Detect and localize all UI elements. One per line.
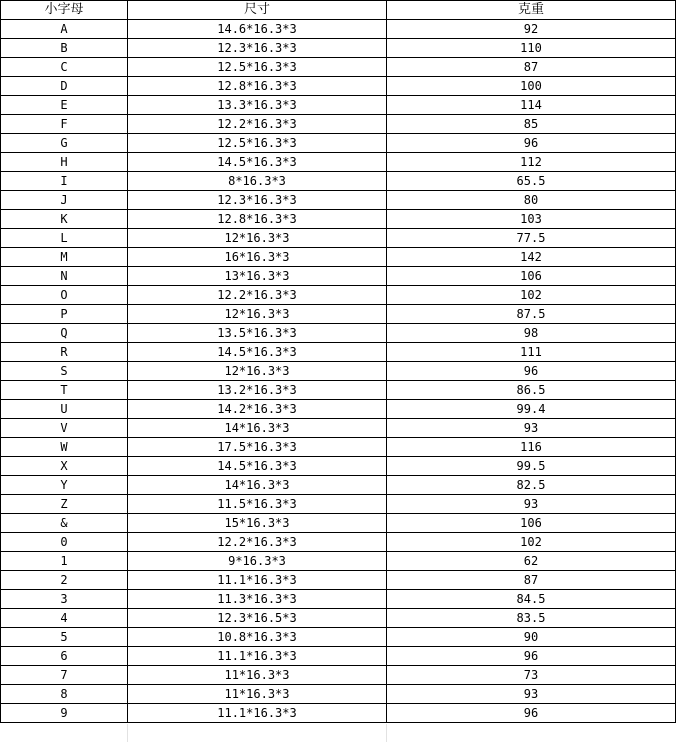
cell-weight[interactable]: 93	[387, 419, 676, 438]
cell-weight[interactable]: 96	[387, 134, 676, 153]
cell-weight[interactable]: 83.5	[387, 609, 676, 628]
cell-weight[interactable]: 93	[387, 685, 676, 704]
table-row	[1, 77, 676, 96]
cell-weight[interactable]: 102	[387, 533, 676, 552]
cell-size[interactable]: 11*16.3*3	[128, 685, 387, 704]
cell-letter[interactable]: J	[1, 191, 128, 210]
table-row	[1, 533, 676, 552]
cell-size[interactable]: 14*16.3*3	[128, 476, 387, 495]
table-row	[1, 495, 676, 514]
cell-letter[interactable]: R	[1, 343, 128, 362]
cell-weight[interactable]: 116	[387, 438, 676, 457]
cell-letter[interactable]: X	[1, 457, 128, 476]
cell-size[interactable]: 13.2*16.3*3	[128, 381, 387, 400]
table-row	[1, 438, 676, 457]
cell-letter[interactable]: W	[1, 438, 128, 457]
cell-letter[interactable]: 8	[1, 685, 128, 704]
table-row	[1, 552, 676, 571]
cell-size[interactable]: 11.1*16.3*3	[128, 571, 387, 590]
table-row	[1, 590, 676, 609]
cell-size[interactable]: 10.8*16.3*3	[128, 628, 387, 647]
cell-size[interactable]: 14*16.3*3	[128, 419, 387, 438]
cell-weight[interactable]: 84.5	[387, 590, 676, 609]
cell-letter[interactable]: 9	[1, 704, 128, 723]
cell-size[interactable]: 16*16.3*3	[128, 248, 387, 267]
table-row	[1, 514, 676, 533]
cell-letter[interactable]: 0	[1, 533, 128, 552]
header-weight[interactable]: 克重	[387, 1, 676, 20]
gridline	[386, 724, 387, 742]
cell-size[interactable]: 12.8*16.3*3	[128, 77, 387, 96]
cell-weight[interactable]: 87	[387, 571, 676, 590]
cell-letter[interactable]: N	[1, 267, 128, 286]
table-row	[1, 400, 676, 419]
cell-size[interactable]: 12.5*16.3*3	[128, 134, 387, 153]
table-row	[1, 58, 676, 77]
cell-weight[interactable]: 142	[387, 248, 676, 267]
cell-size[interactable]: 13.5*16.3*3	[128, 324, 387, 343]
table-row	[1, 324, 676, 343]
cell-size[interactable]: 13.3*16.3*3	[128, 96, 387, 115]
cell-letter[interactable]: K	[1, 210, 128, 229]
cell-weight[interactable]: 112	[387, 153, 676, 172]
cell-letter[interactable]: H	[1, 153, 128, 172]
cell-letter[interactable]: V	[1, 419, 128, 438]
cell-letter[interactable]: &	[1, 514, 128, 533]
table-row	[1, 476, 676, 495]
cell-size[interactable]: 8*16.3*3	[128, 172, 387, 191]
table-row	[1, 419, 676, 438]
cell-letter[interactable]: S	[1, 362, 128, 381]
table-row	[1, 704, 676, 723]
cell-letter[interactable]: I	[1, 172, 128, 191]
cell-letter[interactable]: 7	[1, 666, 128, 685]
cell-letter[interactable]: Y	[1, 476, 128, 495]
table-row	[1, 172, 676, 191]
cell-size[interactable]: 12.3*16.3*3	[128, 191, 387, 210]
table-row	[1, 343, 676, 362]
cell-size[interactable]: 11*16.3*3	[128, 666, 387, 685]
cell-letter[interactable]: C	[1, 58, 128, 77]
cell-weight[interactable]: 87.5	[387, 305, 676, 324]
cell-letter[interactable]: A	[1, 20, 128, 39]
cell-weight[interactable]: 77.5	[387, 229, 676, 248]
cell-weight[interactable]: 110	[387, 39, 676, 58]
cell-letter[interactable]: Q	[1, 324, 128, 343]
cell-size[interactable]: 12.2*16.3*3	[128, 286, 387, 305]
cell-weight[interactable]: 106	[387, 267, 676, 286]
cell-letter[interactable]: G	[1, 134, 128, 153]
cell-size[interactable]: 11.1*16.3*3	[128, 647, 387, 666]
cell-letter[interactable]: O	[1, 286, 128, 305]
cell-size[interactable]: 15*16.3*3	[128, 514, 387, 533]
cell-letter[interactable]: T	[1, 381, 128, 400]
cell-size[interactable]: 14.5*16.3*3	[128, 343, 387, 362]
header-size[interactable]: 尺寸	[128, 1, 387, 20]
cell-weight[interactable]: 96	[387, 647, 676, 666]
cell-weight[interactable]: 85	[387, 115, 676, 134]
cell-weight[interactable]: 96	[387, 362, 676, 381]
table-row	[1, 96, 676, 115]
cell-weight[interactable]: 98	[387, 324, 676, 343]
cell-letter[interactable]: D	[1, 77, 128, 96]
table-row	[1, 571, 676, 590]
cell-letter[interactable]: F	[1, 115, 128, 134]
table-row	[1, 115, 676, 134]
cell-weight[interactable]: 106	[387, 514, 676, 533]
table-row	[1, 286, 676, 305]
table-row	[1, 305, 676, 324]
cell-size[interactable]: 14.5*16.3*3	[128, 457, 387, 476]
cell-weight[interactable]: 100	[387, 77, 676, 96]
cell-size[interactable]: 13*16.3*3	[128, 267, 387, 286]
cell-weight[interactable]: 80	[387, 191, 676, 210]
cell-weight[interactable]: 93	[387, 495, 676, 514]
table-row	[1, 628, 676, 647]
cell-weight[interactable]: 96	[387, 704, 676, 723]
cell-size[interactable]: 12.3*16.5*3	[128, 609, 387, 628]
cell-letter[interactable]: 2	[1, 571, 128, 590]
gridline	[127, 724, 128, 742]
table-row	[1, 609, 676, 628]
cell-size[interactable]: 12*16.3*3	[128, 305, 387, 324]
cell-letter[interactable]: 4	[1, 609, 128, 628]
cell-letter[interactable]: P	[1, 305, 128, 324]
cell-size[interactable]: 12*16.3*3	[128, 229, 387, 248]
cell-letter[interactable]: 3	[1, 590, 128, 609]
cell-weight[interactable]: 87	[387, 58, 676, 77]
table-row	[1, 229, 676, 248]
cell-size[interactable]: 12.2*16.3*3	[128, 115, 387, 134]
cell-size[interactable]: 12.2*16.3*3	[128, 533, 387, 552]
cell-size[interactable]: 11.3*16.3*3	[128, 590, 387, 609]
table-row	[1, 666, 676, 685]
header-row	[1, 1, 676, 20]
cell-size[interactable]: 12.3*16.3*3	[128, 39, 387, 58]
cell-size[interactable]: 17.5*16.3*3	[128, 438, 387, 457]
cell-letter[interactable]: 6	[1, 647, 128, 666]
table-row	[1, 457, 676, 476]
table-row	[1, 153, 676, 172]
cell-size[interactable]: 11.1*16.3*3	[128, 704, 387, 723]
table-row	[1, 647, 676, 666]
cell-weight[interactable]: 82.5	[387, 476, 676, 495]
cell-letter[interactable]: E	[1, 96, 128, 115]
cell-letter[interactable]: M	[1, 248, 128, 267]
cell-weight[interactable]: 86.5	[387, 381, 676, 400]
cell-size[interactable]: 12.5*16.3*3	[128, 58, 387, 77]
cell-letter[interactable]: Z	[1, 495, 128, 514]
table-row	[1, 134, 676, 153]
cell-size[interactable]: 12*16.3*3	[128, 362, 387, 381]
cell-letter[interactable]: 1	[1, 552, 128, 571]
cell-letter[interactable]: U	[1, 400, 128, 419]
cell-weight[interactable]: 103	[387, 210, 676, 229]
cell-weight[interactable]: 73	[387, 666, 676, 685]
table-row	[1, 362, 676, 381]
header-letter[interactable]: 小字母	[1, 1, 128, 20]
table-row	[1, 267, 676, 286]
table-row	[1, 685, 676, 704]
cell-weight[interactable]: 62	[387, 552, 676, 571]
cell-letter[interactable]: 5	[1, 628, 128, 647]
cell-weight[interactable]: 99.5	[387, 457, 676, 476]
table-row	[1, 20, 676, 39]
cell-weight[interactable]: 65.5	[387, 172, 676, 191]
cell-size[interactable]: 14.2*16.3*3	[128, 400, 387, 419]
cell-size[interactable]: 11.5*16.3*3	[128, 495, 387, 514]
cell-size[interactable]: 14.5*16.3*3	[128, 153, 387, 172]
table-row	[1, 210, 676, 229]
empty-row	[0, 724, 676, 742]
cell-weight[interactable]: 92	[387, 20, 676, 39]
table-row	[1, 381, 676, 400]
cell-size[interactable]: 12.8*16.3*3	[128, 210, 387, 229]
cell-letter[interactable]: L	[1, 229, 128, 248]
cell-letter[interactable]: B	[1, 39, 128, 58]
cell-size[interactable]: 9*16.3*3	[128, 552, 387, 571]
cell-weight[interactable]: 114	[387, 96, 676, 115]
cell-weight[interactable]: 111	[387, 343, 676, 362]
table-row	[1, 191, 676, 210]
table-row	[1, 39, 676, 58]
table-row	[1, 248, 676, 267]
cell-weight[interactable]: 90	[387, 628, 676, 647]
cell-size[interactable]: 14.6*16.3*3	[128, 20, 387, 39]
cell-weight[interactable]: 102	[387, 286, 676, 305]
cell-weight[interactable]: 99.4	[387, 400, 676, 419]
